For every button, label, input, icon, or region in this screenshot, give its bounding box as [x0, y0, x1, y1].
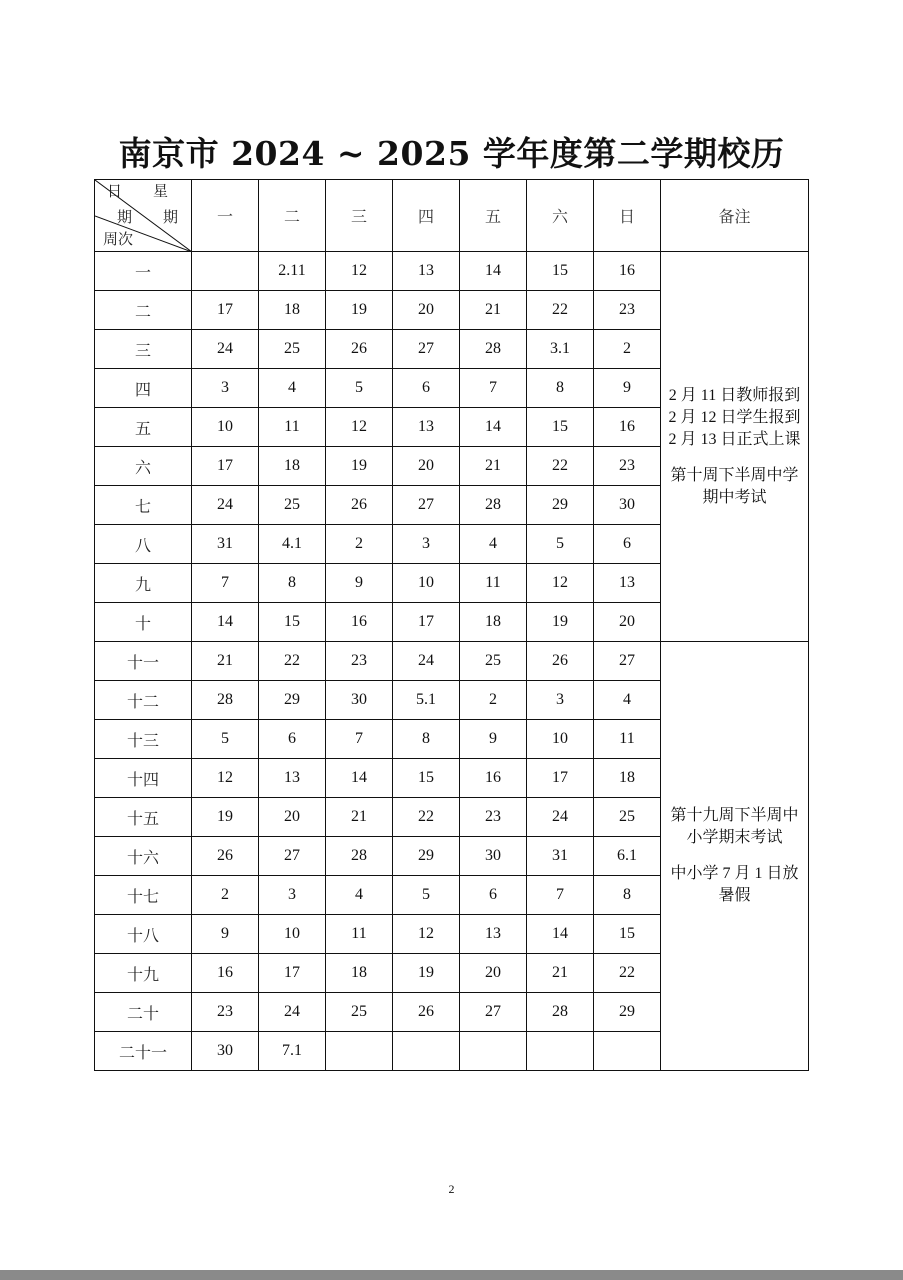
date-cell: 27	[393, 330, 460, 369]
date-cell: 25	[326, 993, 393, 1032]
date-cell: 2	[594, 330, 661, 369]
day-header-fri: 五	[460, 180, 527, 252]
date-cell: 31	[192, 525, 259, 564]
date-cell: 15	[527, 408, 594, 447]
week-number-cell: 七	[95, 486, 192, 525]
date-cell: 9	[192, 915, 259, 954]
note-line: 2 月 12 日学生报到	[668, 408, 801, 426]
page-title: 南京市 2024 ~ 2025 学年度第二学期校历	[118, 134, 785, 173]
date-cell: 21	[460, 447, 527, 486]
week-number-cell: 十四	[95, 759, 192, 798]
date-cell: 28	[527, 993, 594, 1032]
notes-cell	[661, 252, 809, 642]
date-cell	[527, 1032, 594, 1071]
date-cell: 4	[594, 681, 661, 720]
school-calendar-table	[94, 179, 809, 1071]
date-cell: 3	[259, 876, 326, 915]
week-number-cell: 十六	[95, 837, 192, 876]
date-cell: 18	[259, 291, 326, 330]
date-cell: 20	[393, 447, 460, 486]
date-cell: 2	[192, 876, 259, 915]
day-header-wed: 三	[326, 180, 393, 252]
date-cell: 29	[594, 993, 661, 1032]
date-cell: 3.1	[527, 330, 594, 369]
date-cell: 6	[393, 369, 460, 408]
date-cell: 26	[326, 330, 393, 369]
date-cell: 23	[326, 642, 393, 681]
day-header-sat: 六	[527, 180, 594, 252]
corner-label-xing: 星	[153, 182, 169, 200]
date-cell: 16	[594, 252, 661, 291]
date-cell: 2	[460, 681, 527, 720]
notes-cell	[661, 642, 809, 1071]
date-cell: 18	[259, 447, 326, 486]
notes-header: 备注	[661, 180, 809, 252]
week-number-cell: 十二	[95, 681, 192, 720]
date-cell: 22	[527, 447, 594, 486]
date-cell: 12	[326, 408, 393, 447]
date-cell: 14	[326, 759, 393, 798]
week-row	[95, 642, 809, 681]
date-cell: 13	[460, 915, 527, 954]
date-cell: 23	[460, 798, 527, 837]
date-cell: 12	[393, 915, 460, 954]
date-cell: 20	[393, 291, 460, 330]
date-cell: 11	[460, 564, 527, 603]
note-line: 小学期末考试	[686, 829, 783, 846]
day-header-thu: 四	[393, 180, 460, 252]
date-cell: 17	[192, 447, 259, 486]
date-cell	[393, 1032, 460, 1071]
date-cell: 6	[259, 720, 326, 759]
date-cell	[192, 252, 259, 291]
date-cell: 19	[326, 291, 393, 330]
note-line: 暑假	[718, 887, 751, 904]
date-cell: 17	[393, 603, 460, 642]
date-cell: 23	[594, 291, 661, 330]
corner-header-cell	[95, 180, 192, 252]
date-cell: 5.1	[393, 681, 460, 720]
date-cell: 12	[527, 564, 594, 603]
date-cell: 10	[259, 915, 326, 954]
corner-label-week: 周次	[103, 230, 134, 248]
date-cell: 16	[192, 954, 259, 993]
date-cell: 21	[192, 642, 259, 681]
week-number-cell: 一	[95, 252, 192, 291]
date-cell: 6	[460, 876, 527, 915]
date-cell: 6.1	[594, 837, 661, 876]
date-cell: 15	[527, 252, 594, 291]
date-cell: 14	[192, 603, 259, 642]
date-cell: 22	[527, 291, 594, 330]
note-line: 中小学 7 月 1 日放	[670, 865, 799, 882]
date-cell: 10	[192, 408, 259, 447]
date-cell: 5	[527, 525, 594, 564]
date-cell: 24	[393, 642, 460, 681]
bottom-scroll-edge	[0, 1270, 903, 1280]
date-cell: 11	[326, 915, 393, 954]
date-cell: 27	[259, 837, 326, 876]
date-cell: 14	[460, 252, 527, 291]
date-cell: 23	[594, 447, 661, 486]
date-cell: 19	[326, 447, 393, 486]
week-number-cell: 三	[95, 330, 192, 369]
date-cell: 20	[259, 798, 326, 837]
date-cell: 9	[460, 720, 527, 759]
note-spacer	[661, 849, 808, 863]
date-cell: 16	[594, 408, 661, 447]
header-row	[95, 180, 809, 252]
date-cell: 18	[460, 603, 527, 642]
week-number-cell: 九	[95, 564, 192, 603]
date-cell: 25	[460, 642, 527, 681]
date-cell: 8	[393, 720, 460, 759]
date-cell: 4	[460, 525, 527, 564]
date-cell: 12	[326, 252, 393, 291]
date-cell: 28	[460, 330, 527, 369]
date-cell: 5	[326, 369, 393, 408]
date-cell: 20	[460, 954, 527, 993]
date-cell: 27	[460, 993, 527, 1032]
date-cell: 4	[259, 369, 326, 408]
date-cell: 13	[594, 564, 661, 603]
note-line: 2 月 13 日正式上课	[668, 430, 801, 448]
date-cell: 24	[192, 486, 259, 525]
date-cell: 28	[192, 681, 259, 720]
date-cell: 21	[460, 291, 527, 330]
date-cell: 11	[259, 408, 326, 447]
date-cell: 9	[594, 369, 661, 408]
date-cell: 11	[594, 720, 661, 759]
date-cell: 26	[326, 486, 393, 525]
date-cell: 17	[259, 954, 326, 993]
date-cell: 14	[460, 408, 527, 447]
date-cell	[460, 1032, 527, 1071]
date-cell: 28	[460, 486, 527, 525]
date-cell: 8	[527, 369, 594, 408]
date-cell: 24	[259, 993, 326, 1032]
week-number-cell: 二	[95, 291, 192, 330]
date-cell: 18	[326, 954, 393, 993]
date-cell: 6	[594, 525, 661, 564]
date-cell: 3	[192, 369, 259, 408]
date-cell: 13	[259, 759, 326, 798]
week-number-cell: 二十	[95, 993, 192, 1032]
date-cell: 15	[259, 603, 326, 642]
date-cell: 7.1	[259, 1032, 326, 1071]
date-cell: 22	[259, 642, 326, 681]
date-cell: 26	[192, 837, 259, 876]
date-cell: 20	[594, 603, 661, 642]
date-cell: 3	[527, 681, 594, 720]
date-cell: 9	[326, 564, 393, 603]
corner-label-qi-right: 期	[163, 208, 179, 226]
note-line: 期中考试	[702, 488, 767, 506]
date-cell: 4.1	[259, 525, 326, 564]
date-cell: 26	[393, 993, 460, 1032]
corner-label-ri: 日	[107, 182, 123, 200]
week-number-cell: 十	[95, 603, 192, 642]
date-cell: 13	[393, 408, 460, 447]
date-cell: 14	[527, 915, 594, 954]
date-cell: 15	[594, 915, 661, 954]
note-line: 2 月 11 日教师报到	[668, 386, 801, 404]
date-cell: 16	[326, 603, 393, 642]
note-spacer	[661, 451, 808, 465]
week-number-cell: 四	[95, 369, 192, 408]
day-header-mon: 一	[192, 180, 259, 252]
date-cell: 17	[527, 759, 594, 798]
date-cell: 7	[527, 876, 594, 915]
week-number-cell: 五	[95, 408, 192, 447]
date-cell	[326, 1032, 393, 1071]
note-line: 第十九周下半周中	[670, 807, 799, 824]
date-cell: 31	[527, 837, 594, 876]
date-cell: 16	[460, 759, 527, 798]
date-cell: 2	[326, 525, 393, 564]
date-cell: 5	[393, 876, 460, 915]
date-cell: 7	[460, 369, 527, 408]
date-cell: 19	[192, 798, 259, 837]
date-cell: 29	[393, 837, 460, 876]
date-cell: 27	[594, 642, 661, 681]
date-cell: 29	[527, 486, 594, 525]
week-number-cell: 十三	[95, 720, 192, 759]
date-cell: 15	[393, 759, 460, 798]
date-cell: 23	[192, 993, 259, 1032]
day-header-sun: 日	[594, 180, 661, 252]
date-cell: 30	[594, 486, 661, 525]
date-cell: 19	[393, 954, 460, 993]
date-cell: 25	[594, 798, 661, 837]
week-number-cell: 十九	[95, 954, 192, 993]
date-cell: 22	[393, 798, 460, 837]
date-cell: 30	[192, 1032, 259, 1071]
date-cell: 3	[393, 525, 460, 564]
note-line: 第十周下半周中学	[670, 466, 799, 484]
date-cell: 21	[527, 954, 594, 993]
date-cell: 22	[594, 954, 661, 993]
date-cell: 24	[192, 330, 259, 369]
date-cell: 17	[192, 291, 259, 330]
week-row	[95, 252, 809, 291]
date-cell: 27	[393, 486, 460, 525]
date-cell: 5	[192, 720, 259, 759]
week-number-cell: 十八	[95, 915, 192, 954]
week-number-cell: 十五	[95, 798, 192, 837]
week-number-cell: 六	[95, 447, 192, 486]
date-cell: 25	[259, 330, 326, 369]
day-header-tue: 二	[259, 180, 326, 252]
date-cell: 18	[594, 759, 661, 798]
date-cell: 8	[594, 876, 661, 915]
date-cell: 10	[393, 564, 460, 603]
date-cell: 8	[259, 564, 326, 603]
date-cell: 10	[527, 720, 594, 759]
date-cell: 25	[259, 486, 326, 525]
date-cell: 24	[527, 798, 594, 837]
date-cell: 30	[460, 837, 527, 876]
date-cell: 12	[192, 759, 259, 798]
date-cell: 13	[393, 252, 460, 291]
date-cell	[594, 1032, 661, 1071]
week-number-cell: 十七	[95, 876, 192, 915]
week-number-cell: 十一	[95, 642, 192, 681]
date-cell: 7	[326, 720, 393, 759]
date-cell: 29	[259, 681, 326, 720]
week-number-cell: 八	[95, 525, 192, 564]
date-cell: 30	[326, 681, 393, 720]
date-cell: 21	[326, 798, 393, 837]
corner-label-qi-left: 期	[117, 208, 133, 226]
date-cell: 7	[192, 564, 259, 603]
date-cell: 28	[326, 837, 393, 876]
date-cell: 26	[527, 642, 594, 681]
date-cell: 4	[326, 876, 393, 915]
date-cell: 2.11	[259, 252, 326, 291]
calendar-body	[95, 252, 809, 1071]
date-cell: 19	[527, 603, 594, 642]
week-number-cell: 二十一	[95, 1032, 192, 1071]
page-number: 2	[448, 1182, 455, 1196]
